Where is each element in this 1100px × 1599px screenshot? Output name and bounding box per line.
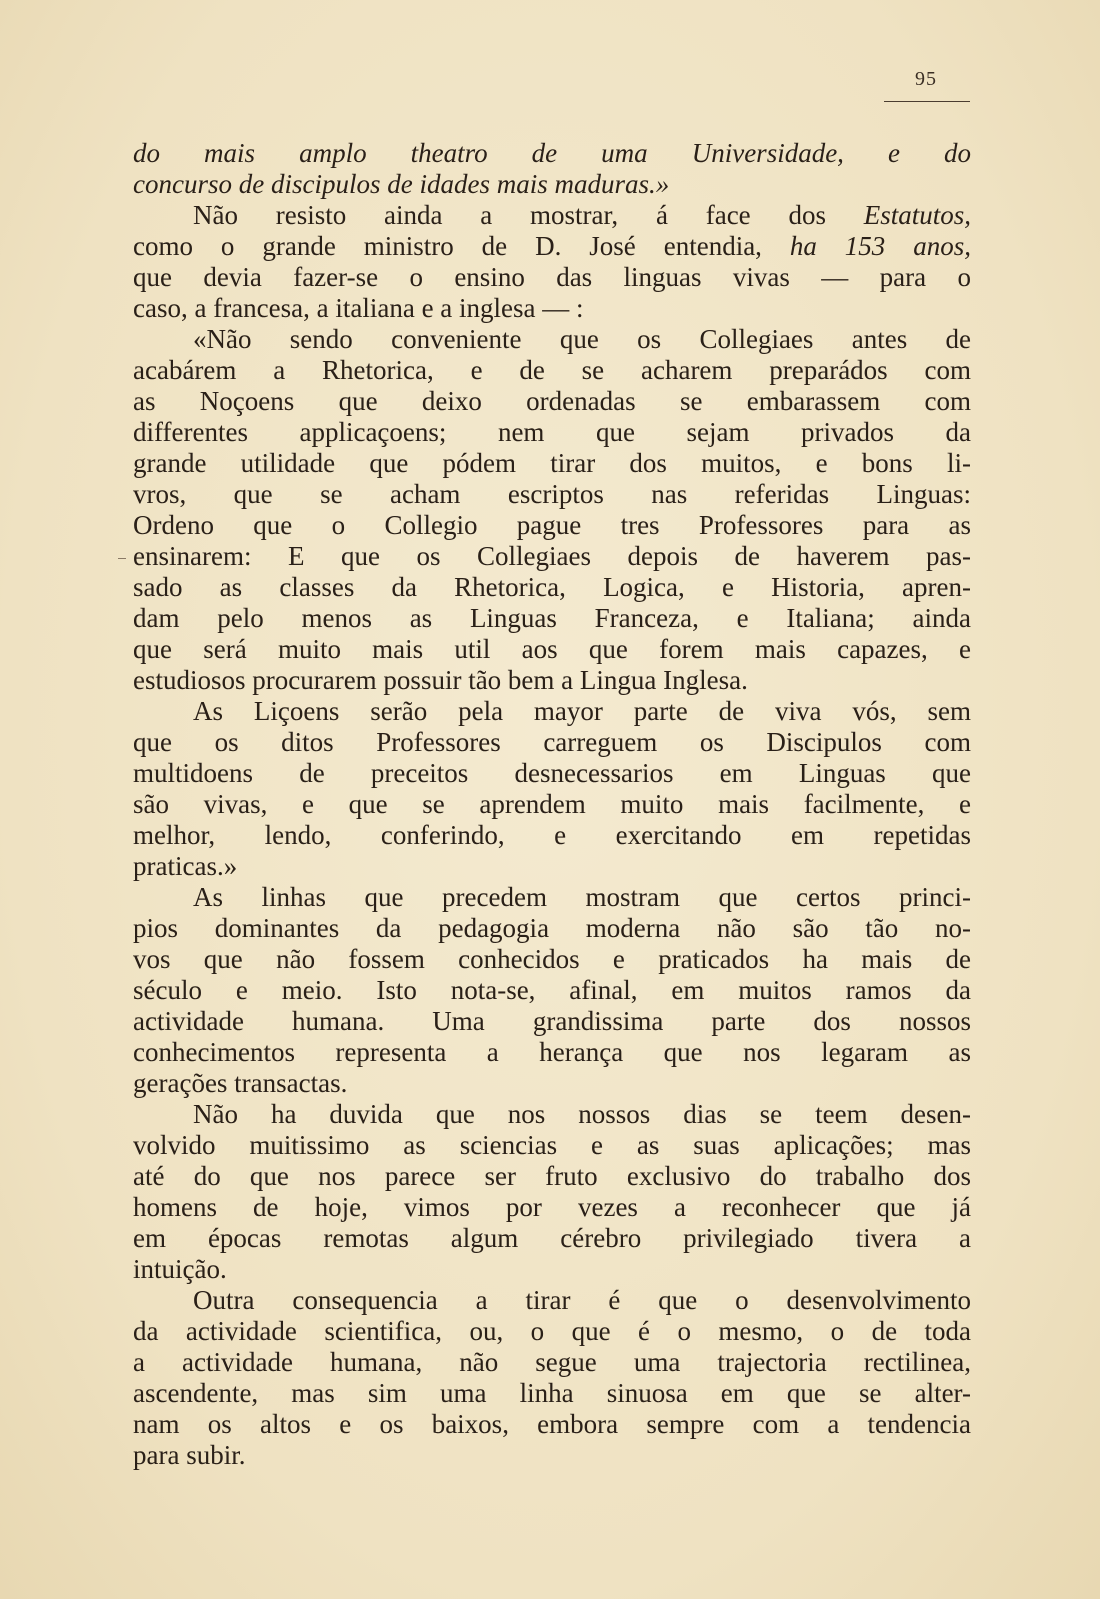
text-line: estudiosos procurarem possuir tão bem a Lingua Inglesa. <box>133 665 748 695</box>
text-line: ensinarem: E que os Collegiaes depois de haverem pas- <box>133 541 971 571</box>
text-line: sado as classes da Rhetorica, Logica, e Historia, apren- <box>133 572 971 602</box>
text-line: vros, que se acham escriptos nas referidas Linguas: <box>133 479 971 509</box>
text-line: praticas.» <box>133 851 238 881</box>
text-line: conhecimentos representa a herança que nos legaram as <box>133 1037 971 1067</box>
text-line: dam pelo menos as Linguas Franceza, e Italiana; ainda <box>133 603 971 633</box>
text-line: actividade humana. Uma grandissima parte dos nossos <box>133 1006 971 1036</box>
page-number-rule <box>884 101 970 102</box>
page-number: 95 <box>915 68 937 90</box>
text-line: da actividade scientifica, ou, o que é o mesmo, o de toda <box>133 1316 971 1346</box>
text-line <box>133 231 971 262</box>
text-line: differentes applicaçoens; nem que sejam privados da <box>133 417 971 447</box>
text-line: para subir. <box>133 1440 246 1470</box>
text-line: volvido muitissimo as sciencias e as suas aplicações; mas <box>133 1130 971 1160</box>
text-line: concurso de discipulos de idades mais maduras.» <box>133 169 670 199</box>
text-line <box>133 200 971 231</box>
text-line: as Noçoens que deixo ordenadas se embarassem com <box>133 386 971 416</box>
text-line: século e meio. Isto nota-se, afinal, em muitos ramos da <box>133 975 971 1005</box>
text-line: Outra consequencia a tirar é que o desenvolvimento <box>193 1285 971 1315</box>
text-line: Não ha duvida que nos nossos dias se teem desen- <box>193 1099 971 1129</box>
text-line: são vivas, e que se aprendem muito mais facilmente, e <box>133 789 971 819</box>
text-line: melhor, lendo, conferindo, e exercitando em repetidas <box>133 820 971 850</box>
text-line: vos que não fossem conhecidos e praticados ha mais de <box>133 944 971 974</box>
margin-mark <box>118 558 126 559</box>
text-line: ascendente, mas sim uma linha sinuosa em que se alter- <box>133 1378 971 1408</box>
text-line: homens de hoje, vimos por vezes a reconhecer que já <box>133 1192 971 1222</box>
text-line: que será muito mais util aos que forem mais capazes, e <box>133 634 971 664</box>
text-line: acabárem a Rhetorica, e de se acharem preparádos com <box>133 355 971 385</box>
text-line: intuição. <box>133 1254 227 1284</box>
text-line: «Não sendo conveniente que os Collegiaes antes de <box>193 324 971 354</box>
text-line: nam os altos e os baixos, embora sempre com a tendencia <box>133 1409 971 1439</box>
text-line: grande utilidade que pódem tirar dos muitos, e bons li- <box>133 448 971 478</box>
text-line: pios dominantes da pedagogia moderna não são tão no- <box>133 913 971 943</box>
text-line: até do que nos parece ser fruto exclusivo do trabalho dos <box>133 1161 971 1191</box>
italic-text-segment: Estatutos, <box>863 200 971 230</box>
text-line: gerações transactas. <box>133 1068 348 1098</box>
text-line: Ordeno que o Collegio pague tres Professores para as <box>133 510 971 540</box>
text-line: em épocas remotas algum cérebro privilegiado tivera a <box>133 1223 971 1253</box>
text-line: que os ditos Professores carreguem os Discipulos com <box>133 727 971 757</box>
body-text <box>133 138 971 1471</box>
text-segment: Não resisto ainda a mostrar, á face dos <box>193 200 864 230</box>
text-line: As linhas que precedem mostram que certos princi- <box>193 882 971 912</box>
italic-text-segment: ha 153 anos, <box>789 231 971 261</box>
text-line: a actividade humana, não segue uma trajectoria rectilinea, <box>133 1347 971 1377</box>
text-line: multidoens de preceitos desnecessarios em Linguas que <box>133 758 971 788</box>
text-line: que devia fazer-se o ensino das linguas vivas — para o <box>133 262 971 292</box>
text-line: As Liçoens serão pela mayor parte de viva vós, sem <box>193 696 971 726</box>
text-segment: como o grande ministro de D. José entendia, <box>133 231 790 261</box>
text-line: do mais amplo theatro de uma Universidade, e do <box>133 138 971 168</box>
text-line: caso, a francesa, a italiana e a inglesa — : <box>133 293 584 323</box>
